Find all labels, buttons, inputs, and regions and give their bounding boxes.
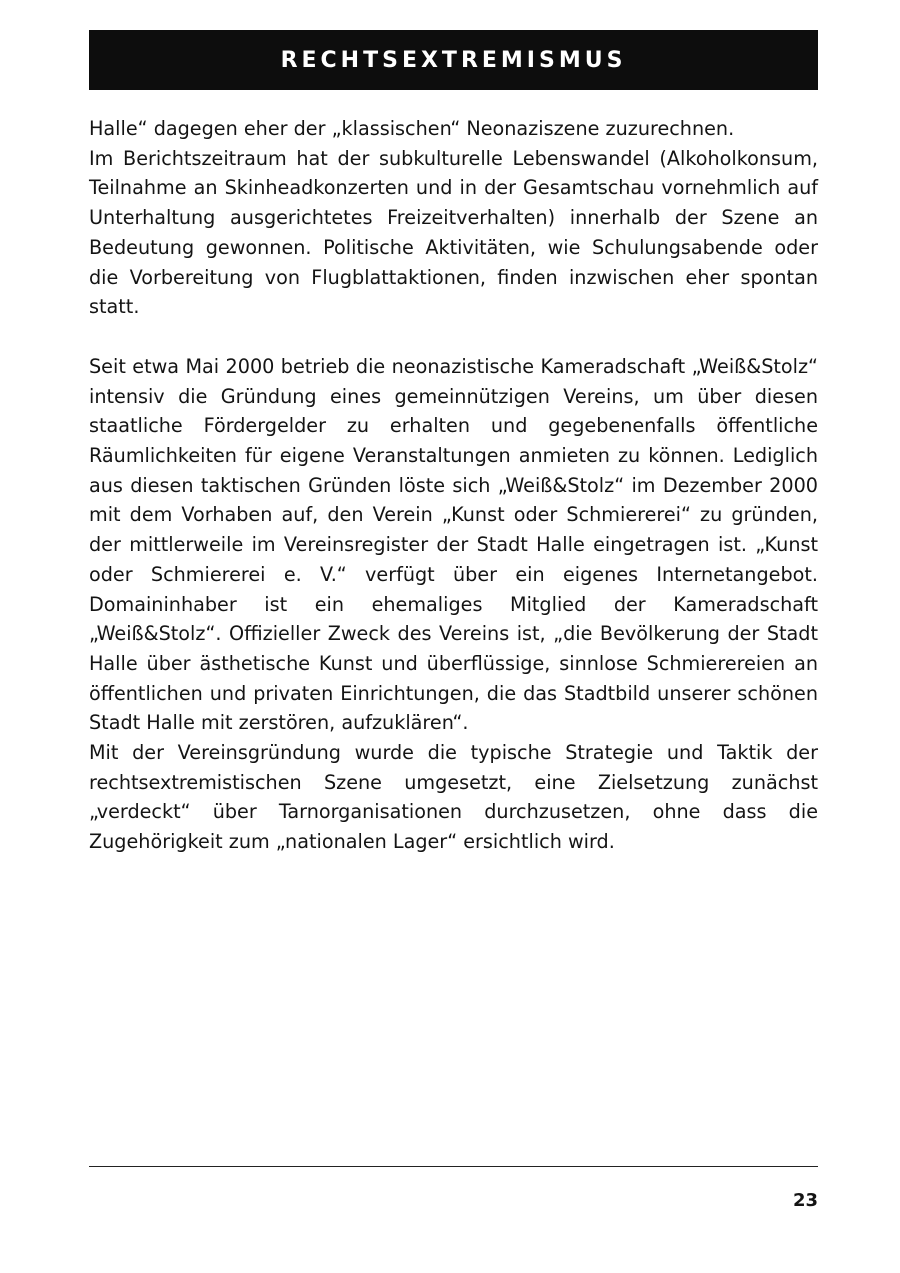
paragraph: Seit etwa Mai 2000 betrieb die neonazistische Kameradschaft „Weiß&Stolz“ intensiv die Gründung eines gemeinnützigen Vereins, um über diesen staatliche Fördergelder zu erhalten und gegebenenfalls öffentliche Räumlichkeiten für eigene Veranstaltungen anmieten zu können. Lediglich aus diesen taktischen Gründen löste sich „Weiß&Stolz“ im Dezember 2000 mit dem Vorhaben auf, den Verein „Kunst oder Schmiererei“ zu gründen, der mittlerweile im Vereinsregister der Stadt Halle eingetragen ist. „Kunst oder Schmiererei e. V.“ verfügt über ein eigenes Internetangebot. Domaininhaber ist ein ehemaliges Mitglied der Kameradschaft „Weiß&Stolz“. Offizieller Zweck des Vereins ist, „die Bevölkerung der Stadt Halle über ästhetische Kunst und überflüssige, sinnlose Schmierereien an öffentlichen und privaten Einrichtungen, die das Stadtbild unserer schönen Stadt Halle mit zerstören, aufzuklären“. — [89, 354, 818, 735]
section-header-bar — [89, 30, 818, 90]
paragraph: Halle“ dagegen eher der „klassischen“ Neonaziszene zuzurechnen. — [89, 117, 735, 140]
paragraph: Mit der Vereinsgründung wurde die typische Strategie und Taktik der rechtsextremistischen Szene umgesetzt, eine Zielsetzung zunächst „verdeckt“ über Tarnorganisationen durchzusetzen, ohne dass die Zugehörigkeit zum „nationalen Lager“ ersichtlich wird. — [89, 741, 818, 854]
paragraph-gap — [89, 322, 818, 352]
section-title: RECHTSEXTREMISMUS — [280, 47, 627, 73]
page-number: 23 — [792, 1190, 818, 1211]
footer-divider — [89, 1166, 818, 1167]
document-body — [89, 114, 818, 857]
paragraph: Im Berichtszeitraum hat der subkulturelle Lebenswandel (Alkoholkonsum, Teilnahme an Skinheadkonzerten und in der Gesamtschau vornehmlich auf Unterhaltung ausgerichtetes Freizeitverhalten) innerhalb der Szene an Bedeutung gewonnen. Politische Aktivitäten, wie Schulungsabende oder die Vorbereitung von Flugblattaktionen, finden inzwischen eher spontan statt. — [89, 146, 818, 319]
